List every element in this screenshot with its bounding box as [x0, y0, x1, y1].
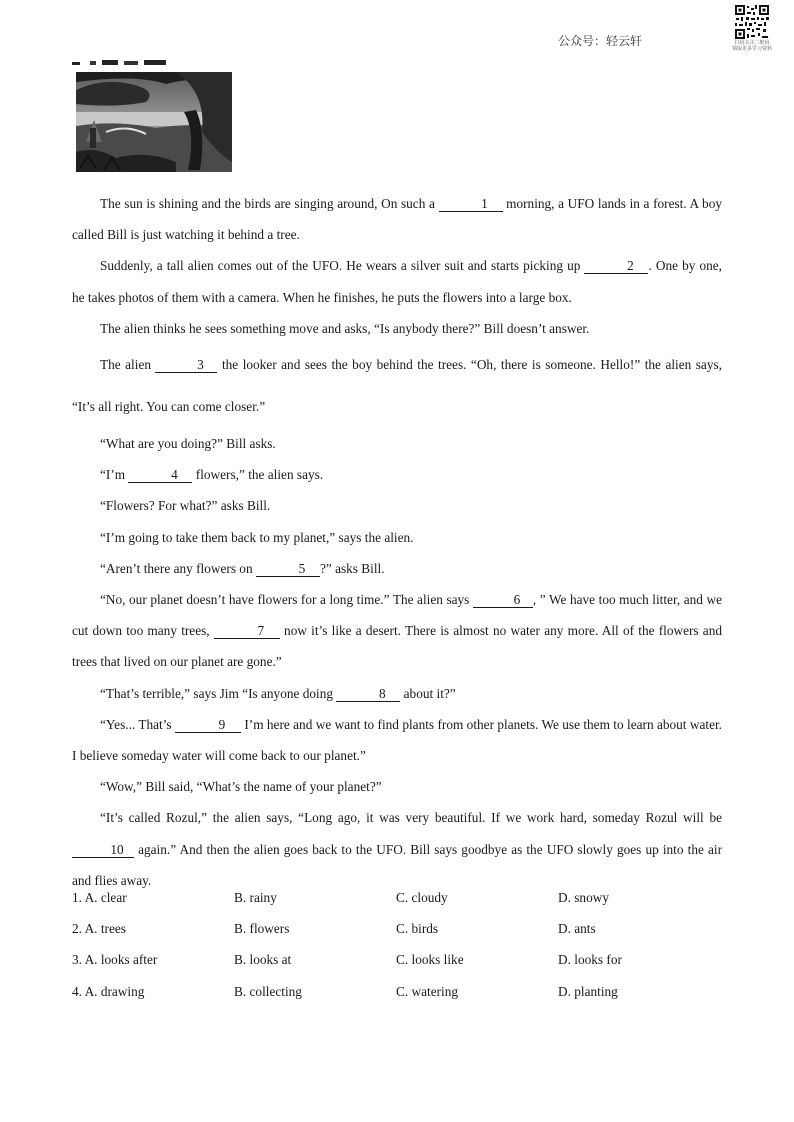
option-item	[234, 952, 291, 968]
passage-text: The alien thinks he sees something move and asks, “Is anybody there?” Bill doesn’t answer.	[100, 320, 590, 336]
blank-1: 1	[439, 197, 503, 212]
passage-text: “No, our planet doesn’t have flowers for a long time.” The alien says	[100, 592, 473, 608]
passage-paragraph	[72, 802, 722, 896]
passage-text: morning, a UFO lands in a forest. A boy called Bill is just watching it behind a tree.	[72, 196, 722, 243]
passage-text: . One by one, he takes photos of them with a camera. When he finishes, he puts the flowers into a large box.	[72, 258, 722, 305]
question-number: 3.	[72, 952, 82, 968]
passage-text: “Flowers? For what?” asks Bill.	[100, 498, 271, 514]
blank-2: 2	[584, 259, 648, 274]
option-item	[396, 984, 458, 1000]
option-item	[72, 890, 127, 906]
option-item	[558, 952, 622, 968]
passage-text: “I’m going to take them back to my planet,” says the alien.	[100, 529, 414, 545]
passage-text: about it?”	[400, 685, 456, 701]
blank-4: 4	[128, 468, 192, 483]
option-label: A. trees	[84, 921, 126, 937]
option-item	[558, 890, 609, 906]
passage-text: “Wow,” Bill said, “What’s the name of your planet?”	[100, 779, 382, 795]
question-number: 4.	[72, 983, 82, 999]
passage	[72, 188, 722, 896]
option-label: C. cloudy	[396, 890, 448, 905]
passage-text: “Aren’t there any flowers on	[100, 560, 256, 576]
blank-9: 9	[175, 718, 241, 733]
passage-text: Suddenly, a tall alien comes out of the UFO. He wears a silver suit and starts picking up	[100, 258, 585, 274]
passage-paragraph	[72, 459, 722, 490]
option-label: A. looks after	[84, 952, 158, 968]
option-label: C. watering	[396, 983, 459, 999]
option-item	[558, 984, 618, 1000]
option-item	[396, 952, 464, 968]
option-label: D. snowy	[558, 890, 609, 905]
option-label: B. collecting	[234, 983, 302, 999]
passage-text: now it’s like a desert. There is almost no water any more. All of the flowers and trees that lived on our planet are gone.”	[72, 623, 723, 670]
question-row-4	[72, 978, 722, 1009]
blank-7: 7	[214, 624, 280, 639]
option-label: A. drawing	[84, 983, 145, 999]
passage-text: “That’s terrible,” says Jim “Is anyone doing	[100, 685, 337, 701]
option-item	[558, 921, 596, 937]
passage-text: again.” And then the alien goes back to the UFO. Bill says goodbye as the UFO slowly goes up into the air and flies away.	[72, 841, 722, 888]
option-label: B. rainy	[234, 890, 277, 905]
passage-paragraph	[72, 771, 722, 802]
question-number: 2.	[72, 921, 82, 937]
blank-8: 8	[336, 687, 400, 702]
passage-paragraph	[72, 188, 722, 250]
passage-paragraph	[72, 553, 722, 584]
option-label: B. looks at	[234, 952, 292, 968]
option-item	[234, 890, 277, 906]
question-row-1	[72, 884, 722, 915]
passage-text: ?” asks Bill.	[319, 560, 385, 576]
option-item	[72, 952, 157, 968]
passage-text: “It’s called Rozul,” the alien says, “Long ago, it was very beautiful. If we work hard, someday Rozul will be	[100, 810, 722, 826]
passage-paragraph	[72, 709, 722, 771]
passage-text: “I’m	[100, 467, 129, 483]
option-label: D. looks for	[558, 952, 622, 968]
option-label: C. looks like	[396, 952, 464, 968]
passage-text: I’m here and we want to find plants from other planets. We use them to learn about water. I believe someday water will come back to our planet.”	[72, 716, 722, 764]
option-item	[396, 921, 438, 937]
option-label: A. clear	[84, 890, 127, 905]
passage-paragraph	[72, 250, 722, 312]
qr-caption: 扫码关注二维码 领取更多学习资料	[731, 40, 772, 52]
option-item	[72, 921, 126, 937]
option-label: D. ants	[558, 921, 596, 937]
option-item	[234, 984, 302, 1000]
blank-10: 10	[72, 843, 134, 858]
option-label: C. birds	[396, 921, 439, 937]
passage-text: “Yes... That’s	[100, 716, 175, 732]
option-item	[234, 921, 289, 937]
passage-paragraph	[72, 490, 722, 521]
illustration-photo	[76, 72, 232, 172]
blank-6: 6	[473, 593, 533, 608]
passage-text: , ” We have too much litter, and we cut down too many trees,	[72, 592, 722, 639]
question-options	[72, 884, 722, 1009]
question-row-3	[72, 946, 722, 977]
passage-paragraph	[72, 678, 722, 709]
passage-paragraph	[72, 344, 722, 428]
question-number: 1.	[72, 890, 82, 905]
passage-text: the looker and sees the boy behind the trees. “Oh, there is someone. Hello!” the alien says, “It’s all right. You can come closer.”	[72, 357, 722, 415]
blank-5: 5	[256, 562, 320, 577]
option-label: D. planting	[558, 983, 618, 999]
qr-code	[734, 4, 770, 40]
option-item	[72, 984, 144, 1000]
passage-text: flowers,” the alien says.	[192, 467, 324, 483]
passage-text: “What are you doing?” Bill asks.	[100, 436, 276, 452]
question-row-2	[72, 915, 722, 946]
passage-paragraph	[72, 522, 722, 553]
option-item	[396, 890, 448, 906]
scanned-heading-fragment	[72, 58, 182, 68]
blank-3: 3	[155, 358, 217, 373]
passage-paragraph	[72, 313, 722, 344]
passage-paragraph	[72, 428, 722, 459]
header-account: 公众号：轻云轩	[558, 34, 643, 48]
passage-text: The sun is shining and the birds are singing around, On such a	[100, 196, 439, 211]
option-label: B. flowers	[234, 921, 290, 937]
passage-text: The alien	[100, 357, 156, 373]
passage-paragraph	[72, 584, 722, 678]
